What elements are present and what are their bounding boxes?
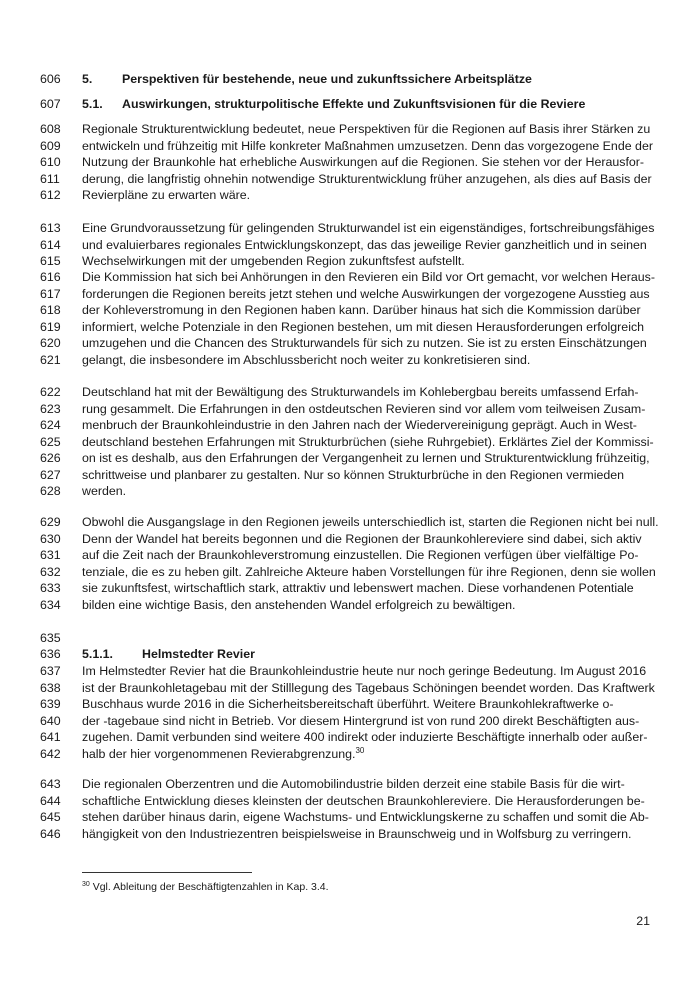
line-text: schaftliche Entwicklung dieses kleinsten der deutschen Braunkohlereviere. Die Herausforderungen be- xyxy=(82,793,645,808)
paragraph-text xyxy=(82,746,364,763)
paragraph-text xyxy=(82,401,645,418)
paragraph-text xyxy=(82,286,650,303)
paragraph-text xyxy=(82,138,653,155)
paragraph-text xyxy=(82,680,655,697)
line-text: Obwohl die Ausgangslage in den Regionen jeweils unterschiedlich ist, starten die Regionen nicht bei null. xyxy=(82,515,659,529)
line-text: schrittweise und planbarer zu gestalten. Nur so können Strukturbrüche in den Regionen vermieden xyxy=(82,467,625,482)
line-text: Revierpläne zu erwarten wäre. xyxy=(82,188,251,202)
line-text: Denn der Wandel hat bereits begonnen und die Regionen der Braunkohlereviere sind dabei, sich aktiv xyxy=(82,531,642,546)
line-text: informiert, welche Potenziale in den Regionen bestehen, um mit diesen Herausforderungen erfolgreich xyxy=(82,319,645,334)
section-number: 5.1. xyxy=(82,97,103,111)
line-number: 630 xyxy=(40,531,61,546)
line-text: zugehen. Damit verbunden sind weitere 400 indirekt oder induzierte Beschäftigte innerhalb oder außer- xyxy=(82,730,648,744)
line-text: werden. xyxy=(82,484,127,498)
line-number: 636 xyxy=(40,647,61,661)
paragraph-text xyxy=(82,729,648,746)
line-number: 610 xyxy=(40,155,61,169)
footnote-reference: 30 xyxy=(355,745,365,755)
text-line xyxy=(0,220,700,237)
line-number: 611 xyxy=(40,171,60,186)
line-number: 615 xyxy=(40,254,61,268)
line-text: der Kohleverstromung in den Regionen haben kann. Darüber hinaus hat sich die Kommission darüber xyxy=(82,303,641,317)
line-number: 638 xyxy=(40,680,61,695)
line-text: Buschhaus wurde 2016 in die Sicherheitsbereitschaft überführt. Weitere Braunkohlekraftwerke o- xyxy=(82,697,614,711)
text-line xyxy=(0,384,700,401)
text-line xyxy=(0,597,700,614)
footnote-text: Vgl. Ableitung der Beschäftigtenzahlen in Kap. 3.4. xyxy=(92,881,329,893)
line-number: 626 xyxy=(40,451,61,465)
line-number: 637 xyxy=(40,664,61,678)
text-line xyxy=(0,547,700,564)
section-number: 5. xyxy=(82,72,93,86)
line-text: Auswirkungen, strukturpolitische Effekte und Zukunftsvisionen für die Reviere xyxy=(122,97,586,111)
text-line xyxy=(0,253,700,270)
heading-line xyxy=(0,96,700,113)
paragraph-text xyxy=(82,450,650,467)
footnote xyxy=(82,880,329,894)
text-line xyxy=(0,417,700,434)
paragraph-text xyxy=(82,187,250,204)
paragraph-text xyxy=(82,319,644,336)
section-heading xyxy=(82,646,255,663)
line-text: auf die Zeit nach der Braunkohleverstromung einzustellen. Die Regionen verfügen über vielfältige Po- xyxy=(82,548,639,562)
line-text: Deutschland hat mit der Bewältigung des Strukturwandels im Kohlebergbau bereits umfassend Erfah- xyxy=(82,385,639,399)
line-text: Wechselwirkungen mit der umgebenden Region zukunftsfest aufstellt. xyxy=(82,254,465,268)
line-text: rung gesammelt. Die Erfahrungen in den ostdeutschen Revieren sind vor allem vom teilweisen Zusam- xyxy=(82,401,646,416)
text-line xyxy=(0,154,700,171)
text-line xyxy=(0,564,700,581)
line-text: Im Helmstedter Revier hat die Braunkohleindustrie heute nur noch geringe Bedeutung. Im August 2016 xyxy=(82,664,647,678)
line-number: 621 xyxy=(40,352,61,367)
line-text: hängigkeit von den Industriezentren beispielsweise in Braunschweig und in Wolfsburg zu verringern. xyxy=(82,826,632,841)
paragraph-text xyxy=(82,826,631,843)
text-line xyxy=(0,680,700,697)
paragraph-text xyxy=(82,154,644,171)
line-number: 644 xyxy=(40,793,61,808)
line-number: 618 xyxy=(40,303,61,317)
section-heading xyxy=(82,96,585,113)
paragraph-text xyxy=(82,663,646,680)
line-number: 616 xyxy=(40,270,61,284)
line-number: 607 xyxy=(40,97,61,111)
page-number: 21 xyxy=(636,914,650,928)
text-line xyxy=(0,746,700,763)
line-number: 624 xyxy=(40,418,61,432)
line-number: 643 xyxy=(40,777,61,791)
paragraph-text xyxy=(82,597,516,614)
line-text: derung, die langfristig ohnehin notwendige Strukturentwicklung früher anzugehen, als dies auf Basis der xyxy=(82,171,652,186)
line-text: der -tagebaue sind nicht in Betrieb. Vor diesem Hintergrund ist von rund 200 direkt Beschäftigten aus- xyxy=(82,713,640,728)
line-text: entwickeln und frühzeitig mit Hilfe konkreter Maßnahmen umzusetzen. Denn das vorgezogene Ende der xyxy=(82,138,653,153)
paragraph-text xyxy=(82,171,652,188)
text-line xyxy=(0,663,700,680)
paragraph-text xyxy=(82,696,613,713)
line-text: menbruch der Braunkohleindustrie in den Jahren nach der Wiedervereinigung geprägt. Auch in West- xyxy=(82,418,637,432)
paragraph-text xyxy=(82,531,642,548)
text-line xyxy=(0,531,700,548)
paragraph-text xyxy=(82,564,656,581)
paragraph-text xyxy=(82,776,625,793)
paragraph-text xyxy=(82,302,641,319)
paragraph-text xyxy=(82,809,649,826)
line-number: 629 xyxy=(40,515,61,529)
text-line xyxy=(0,826,700,843)
line-number: 623 xyxy=(40,401,61,416)
text-line xyxy=(0,237,700,254)
line-number: 631 xyxy=(40,548,61,562)
line-text: ist der Braunkohletagebau mit der Stilllegung des Tagebaus Schöningen beendet worden. Das Kraftwerk xyxy=(82,680,655,695)
footnote-divider xyxy=(82,872,252,873)
text-line xyxy=(0,269,700,286)
line-number: 614 xyxy=(40,237,61,252)
paragraph-text xyxy=(82,580,634,597)
text-line xyxy=(0,434,700,451)
line-number: 634 xyxy=(40,597,61,612)
line-number: 635 xyxy=(40,631,61,645)
line-number: 613 xyxy=(40,221,61,235)
text-line xyxy=(0,580,700,597)
line-number: 633 xyxy=(40,581,61,595)
line-number: 608 xyxy=(40,122,61,136)
text-line xyxy=(0,696,700,713)
line-number: 612 xyxy=(40,188,61,202)
line-number: 645 xyxy=(40,810,61,824)
paragraph-text xyxy=(82,514,659,531)
text-line xyxy=(0,450,700,467)
line-number: 640 xyxy=(40,713,61,728)
section-number: 5.1.1. xyxy=(82,647,114,661)
paragraph-text xyxy=(82,434,654,451)
line-number: 620 xyxy=(40,336,61,350)
line-number: 641 xyxy=(40,730,61,744)
line-text: bilden eine wichtige Basis, den anstehenden Wandel erfolgreich zu bewältigen. xyxy=(82,597,516,612)
text-line xyxy=(0,713,700,730)
line-text: Regionale Strukturentwicklung bedeutet, neue Perspektiven für die Regionen auf Basis ihrer Stärken zu xyxy=(82,122,651,136)
line-text: Die regionalen Oberzentren und die Automobilindustrie bilden derzeit eine stabile Basis für die wirt- xyxy=(82,777,625,791)
paragraph-text xyxy=(82,269,655,286)
text-line xyxy=(0,809,700,826)
line-number: 609 xyxy=(40,138,61,153)
line-number: 622 xyxy=(40,385,61,399)
text-line xyxy=(0,793,700,810)
text-line xyxy=(0,514,700,531)
paragraph-text xyxy=(82,713,639,730)
line-number: 632 xyxy=(40,564,61,579)
paragraph-text xyxy=(82,237,647,254)
text-line xyxy=(0,138,700,155)
section-heading xyxy=(82,71,532,88)
paragraph-text xyxy=(82,547,639,564)
paragraph-text xyxy=(82,417,637,434)
line-text: on ist es deshalb, aus den Erfahrungen der Vergangenheit zu lernen und Strukturentwicklung frühzeitig, xyxy=(82,451,650,465)
paragraph-text xyxy=(82,483,126,500)
line-text: sie zukunftsfest, wirtschaftlich stark, attraktiv und lebenswert machen. Diese vorhandenen Potentiale xyxy=(82,581,634,595)
line-number: 627 xyxy=(40,467,61,482)
line-number: 606 xyxy=(40,72,61,86)
line-number: 642 xyxy=(40,746,61,761)
heading-line xyxy=(0,71,700,88)
line-text: Helmstedter Revier xyxy=(142,647,255,661)
text-line xyxy=(0,187,700,204)
line-text: und evaluierbares regionales Entwicklungskonzept, das das jeweilige Revier ganzheitlich und in seinen xyxy=(82,237,647,252)
line-text: Nutzung der Braunkohle hat erhebliche Auswirkungen auf die Regionen. Sie stehen vor der Herausfor- xyxy=(82,155,645,169)
line-text: Die Kommission hat sich bei Anhörungen in den Revieren ein Bild vor Ort gemacht, vor welchen Heraus- xyxy=(82,270,656,284)
text-line xyxy=(0,467,700,484)
text-line xyxy=(0,776,700,793)
line-number: 628 xyxy=(40,484,61,498)
line-text: forderungen die Regionen bereits jetzt stehen und welche Auswirkungen der vorgezogene Ausstieg aus xyxy=(82,286,650,301)
line-number: 646 xyxy=(40,826,61,841)
line-number: 639 xyxy=(40,697,61,711)
line-number: 625 xyxy=(40,434,61,449)
text-line xyxy=(0,401,700,418)
paragraph-text xyxy=(82,352,530,369)
text-line xyxy=(0,286,700,303)
paragraph-text xyxy=(82,220,654,237)
paragraph-text xyxy=(82,335,647,352)
line-text: Eine Grundvoraussetzung für gelingenden Strukturwandel ist ein eigenständiges, fortschreibungsfähiges xyxy=(82,221,655,235)
paragraph-text xyxy=(82,467,624,484)
text-line xyxy=(0,630,700,647)
paragraph-text xyxy=(82,121,650,138)
footnote-mark: 30 xyxy=(82,881,90,888)
text-line xyxy=(0,483,700,500)
line-number: 617 xyxy=(40,286,61,301)
text-line xyxy=(0,171,700,188)
text-line xyxy=(0,729,700,746)
text-line xyxy=(0,302,700,319)
line-text: umzugehen und die Chancen des Strukturwandels für sich zu nutzen. Sie ist zu ersten Einschätzungen xyxy=(82,336,647,350)
paragraph-text xyxy=(82,253,465,270)
paragraph-text xyxy=(82,793,645,810)
line-text: gelangt, die insbesondere im Abschlussbericht noch weiter zu konkretisieren sind. xyxy=(82,352,531,367)
line-text: tenziale, die es zu heben gilt. Zahlreiche Akteure haben Vorstellungen für ihre Regionen, denn sie wollen xyxy=(82,564,656,579)
text-line xyxy=(0,121,700,138)
line-text: deutschland bestehen Erfahrungen mit Strukturbrüchen (siehe Ruhrgebiet). Erklärtes Ziel der Kommissi- xyxy=(82,434,654,449)
line-text: halb der hier vorgenommenen Revierabgrenzung. xyxy=(82,746,356,761)
text-line xyxy=(0,352,700,369)
line-text: stehen darüber hinaus darin, eigene Wachstums- und Entwicklungskerne zu schaffen und somit die Ab- xyxy=(82,810,649,824)
line-text: Perspektiven für bestehende, neue und zukunftssichere Arbeitsplätze xyxy=(122,72,532,86)
paragraph-text xyxy=(82,384,639,401)
line-number: 619 xyxy=(40,319,61,334)
text-line xyxy=(0,335,700,352)
text-line xyxy=(0,319,700,336)
heading-line xyxy=(0,646,700,663)
